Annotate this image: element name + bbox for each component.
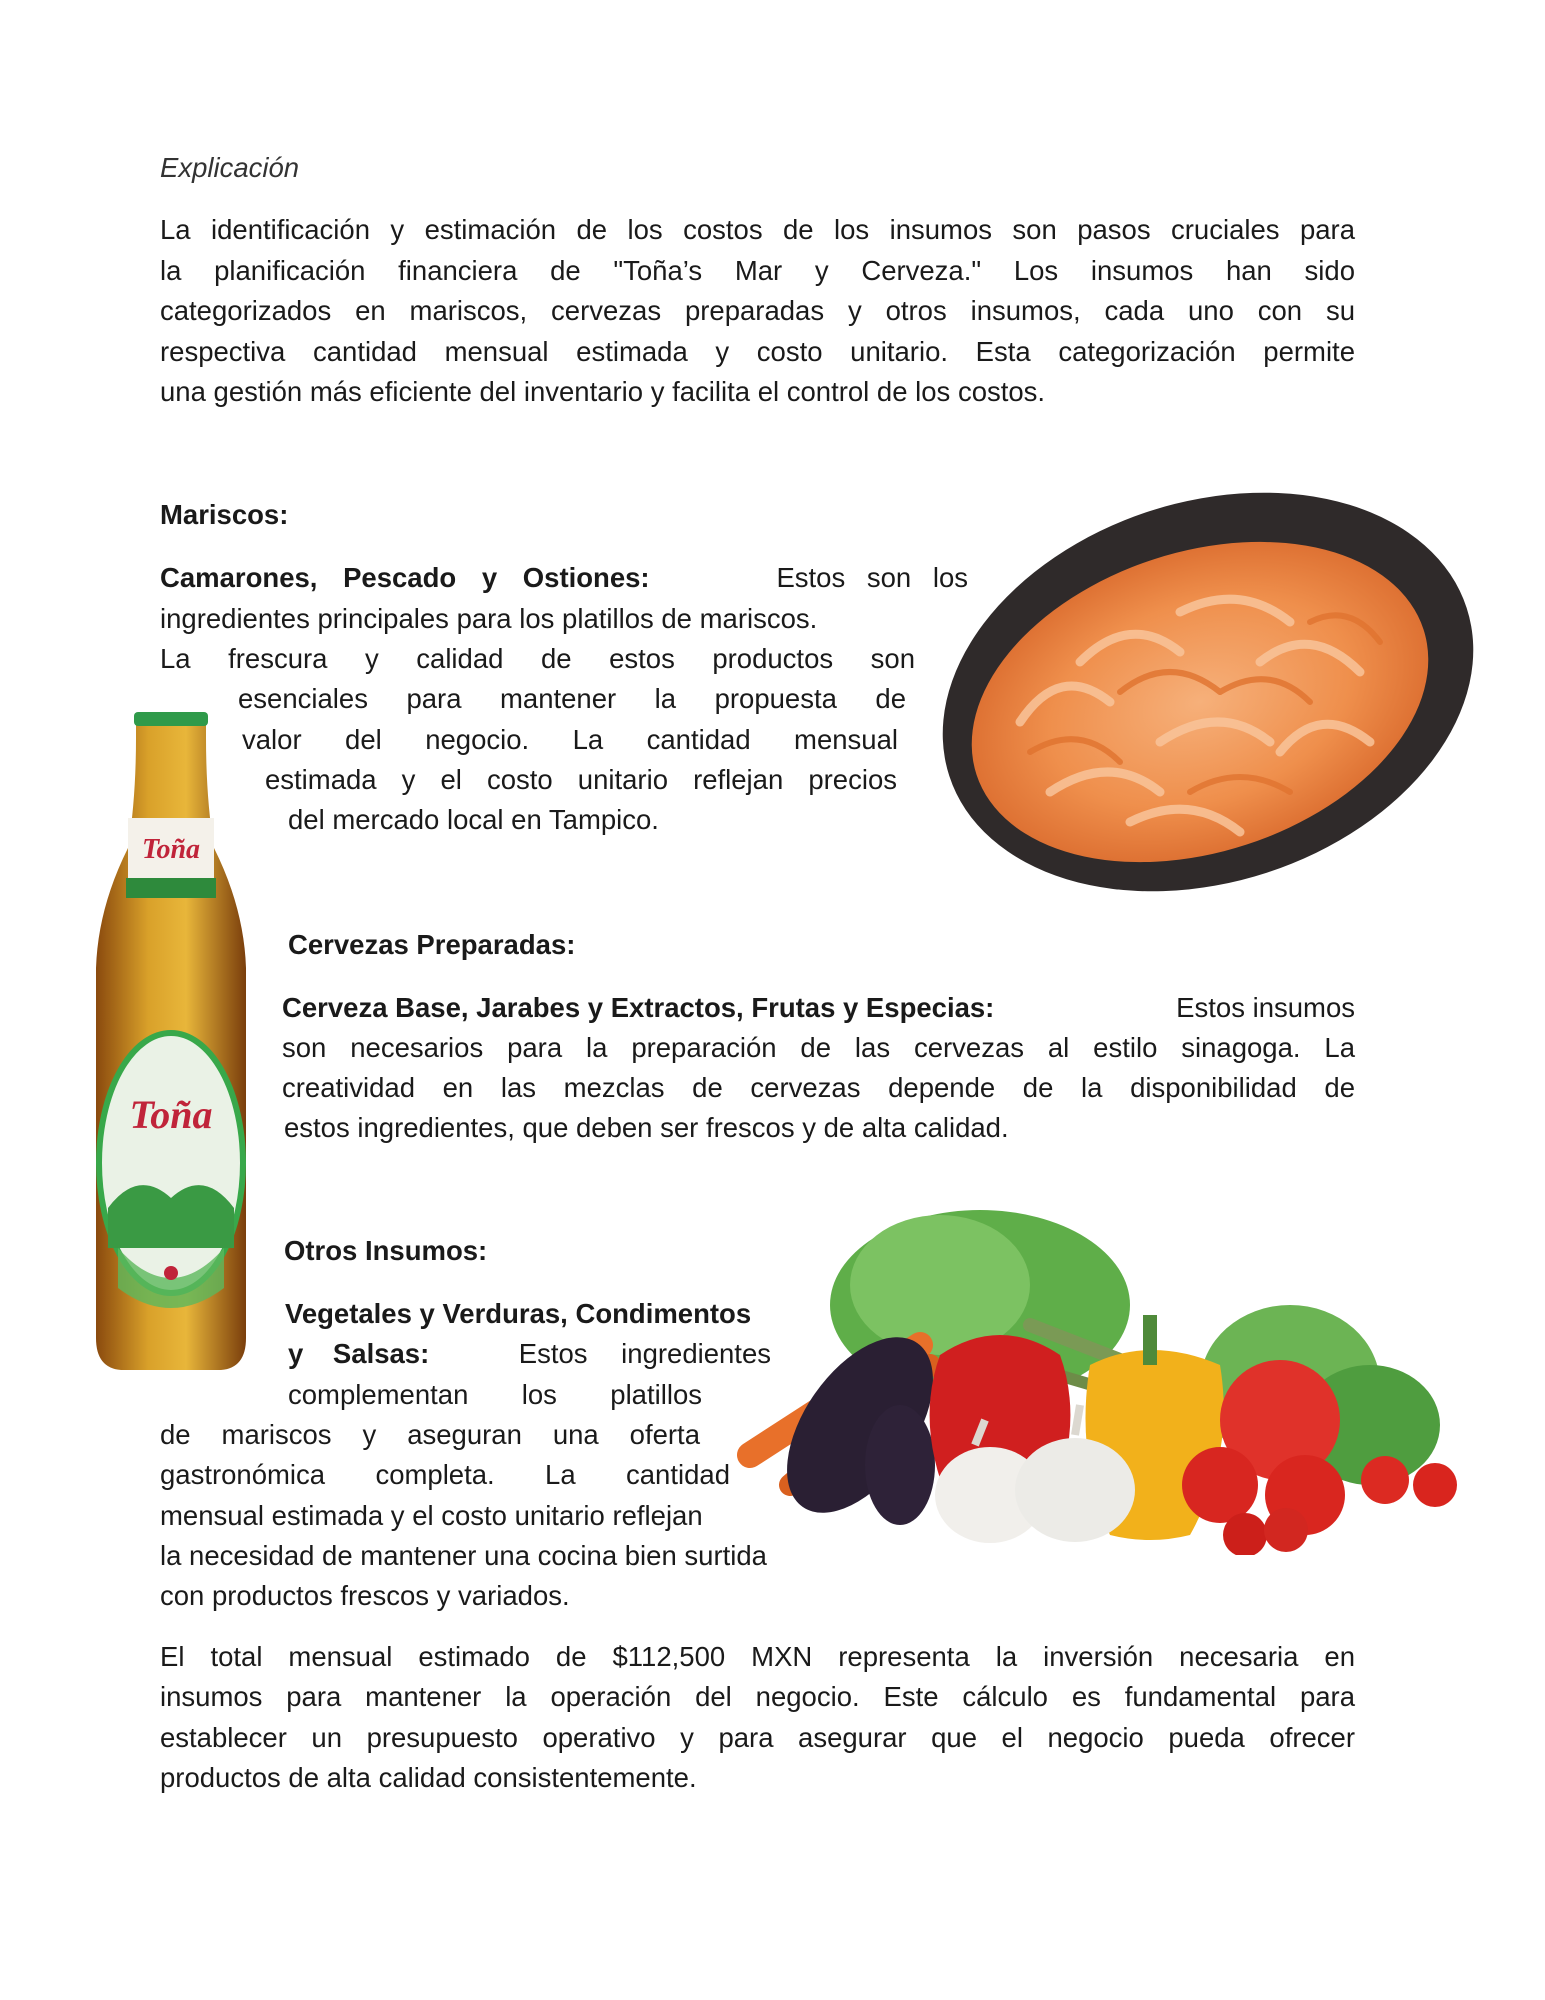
mariscos-line: esenciales para mantener la propuesta de (238, 683, 906, 714)
otros-lead-rest: Estos ingredientes (518, 1338, 771, 1369)
svg-text:Toña: Toña (141, 834, 201, 865)
vegetables-image (730, 1195, 1465, 1555)
mariscos-line: ingredientes principales para los platillos de mariscos. (160, 603, 818, 634)
mariscos-line: La frescura y calidad de estos productos son (160, 643, 915, 674)
otros-line: mensual estimada y el costo unitario reflejan (160, 1500, 703, 1531)
intro-line: categorizados en mariscos, cervezas preparadas y otros insumos, cada uno con su (160, 295, 1355, 326)
mariscos-lead-rest: Estos son los (776, 562, 968, 593)
intro-line: respectiva cantidad mensual estimada y costo unitario. Esta categorización permite (160, 336, 1355, 367)
section-subtitle: Explicación (160, 152, 300, 183)
otros-bold-lead-2: y Salsas: (288, 1338, 430, 1369)
intro-line: una gestión más eficiente del inventario y facilita el control de los costos. (160, 376, 1046, 407)
otros-bold-lead: Vegetales y Verduras, Condimentos (285, 1298, 752, 1329)
cervezas-heading: Cervezas Preparadas: (288, 929, 576, 960)
otros-heading: Otros Insumos: (284, 1235, 488, 1266)
svg-text:Toña: Toña (129, 1092, 213, 1137)
cervezas-line: estos ingredientes, que deben ser frescos y de alta calidad. (284, 1112, 1009, 1143)
otros-line: la necesidad de mantener una cocina bien surtida (160, 1540, 767, 1571)
otros-line: con productos frescos y variados. (160, 1580, 570, 1611)
cervezas-bold-lead: Cerveza Base, Jarabes y Extractos, Frutas y Especias: (282, 992, 995, 1023)
otros-line: de mariscos y aseguran una oferta (160, 1419, 700, 1450)
mariscos-bold-lead: Camarones, Pescado y Ostiones: (160, 562, 650, 593)
closing-line: insumos para mantener la operación del negocio. Este cálculo es fundamental para (160, 1681, 1355, 1712)
closing-line: productos de alta calidad consistentemente. (160, 1762, 697, 1793)
otros-line: complementan los platillos (288, 1379, 702, 1410)
otros-lead-line (288, 1334, 771, 1374)
mariscos-line: valor del negocio. La cantidad mensual (242, 724, 898, 755)
intro-line: La identificación y estimación de los costos de los insumos son pasos cruciales para (160, 214, 1355, 245)
closing-line: establecer un presupuesto operativo y para asegurar que el negocio pueda ofrecer (160, 1722, 1355, 1753)
cervezas-lead-rest: Estos insumos (1176, 992, 1355, 1023)
tona-beer-bottle-image (88, 708, 254, 1378)
shrimp-bowl-image (930, 492, 1478, 894)
otros-line: gastronómica completa. La cantidad (160, 1459, 730, 1490)
mariscos-line: del mercado local en Tampico. (288, 804, 659, 835)
cervezas-line: son necesarios para la preparación de las cervezas al estilo sinagoga. La (282, 1032, 1355, 1063)
cervezas-line: creatividad en las mezclas de cervezas depende de la disponibilidad de (282, 1072, 1355, 1103)
intro-line: la planificación financiera de "Toña’s Mar y Cerveza." Los insumos han sido (160, 255, 1355, 286)
closing-line: El total mensual estimado de $112,500 MXN representa la inversión necesaria en (160, 1641, 1355, 1672)
mariscos-lead-line (160, 558, 968, 598)
cervezas-lead-line (282, 988, 1355, 1028)
mariscos-heading: Mariscos: (160, 499, 289, 530)
mariscos-line: estimada y el costo unitario reflejan precios (265, 764, 897, 795)
